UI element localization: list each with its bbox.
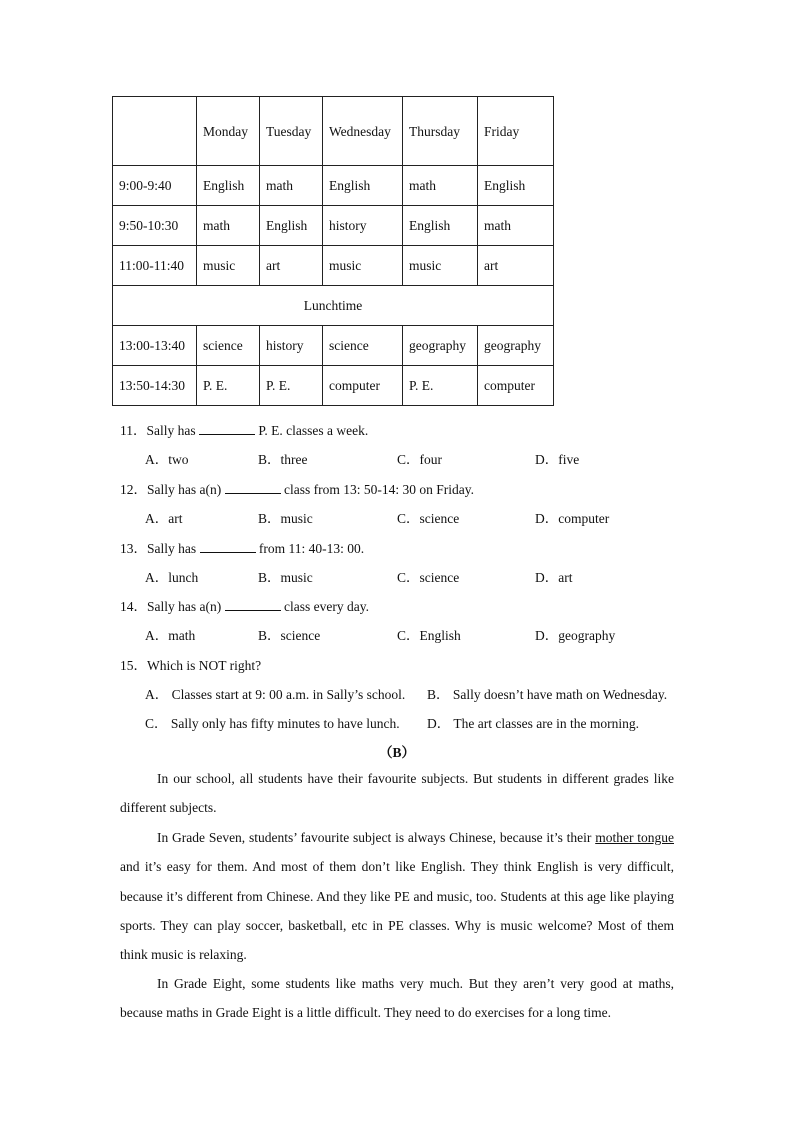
passage-paragraph-3: In Grade Eight, some students like maths very much. But they aren’t very good at maths, because maths in Grade Eight is a little difficult. They need to do exercises for a long time. (120, 976, 674, 1021)
option-d: D． The art classes are in the morning. (427, 716, 639, 731)
class-cell: art (478, 246, 554, 286)
passage-text: In Grade Seven, students’ favourite subject is always Chinese, because it’s their (157, 830, 596, 845)
class-cell: music (403, 246, 478, 286)
question-stem: class every day. (280, 599, 369, 614)
day-header: Monday (197, 97, 260, 166)
day-header: Friday (478, 97, 554, 166)
class-cell: P. E. (403, 366, 478, 406)
option-b: B． Sally doesn’t have math on Wednesday. (427, 687, 668, 702)
option-a: A．art (145, 511, 183, 526)
lunch-cell: Lunchtime (113, 286, 554, 326)
question-15: 15．Which is NOT right? (120, 658, 262, 673)
day-header: Thursday (403, 97, 478, 166)
class-cell: math (197, 206, 260, 246)
question-stem: 11．Sally has (120, 423, 199, 438)
option-c: C．English (397, 628, 461, 643)
option-b: B．music (258, 511, 313, 526)
question-stem: 12．Sally has a(n) (120, 482, 225, 497)
option-d: D．art (535, 570, 573, 585)
timetable-header-row (113, 97, 554, 166)
time-cell: 11:00-11:40 (113, 246, 197, 286)
option-a: A．math (145, 628, 196, 643)
time-cell: 13:50-14:30 (113, 366, 197, 406)
class-cell: English (478, 166, 554, 206)
question-11 (120, 419, 368, 439)
time-cell: 9:00-9:40 (113, 166, 197, 206)
underlined-phrase: mother tongue (595, 830, 674, 845)
question-stem: class from 13: 50-14: 30 on Friday. (280, 482, 474, 497)
timetable-row (113, 246, 554, 286)
option-c: C．science (397, 511, 460, 526)
option-b: B．music (258, 570, 313, 585)
class-cell: music (323, 246, 403, 286)
time-cell: 9:50-10:30 (113, 206, 197, 246)
timetable-lunch-row (113, 286, 554, 326)
day-header: Wednesday (323, 97, 403, 166)
question-stem: 13．Sally has (120, 541, 200, 556)
timetable-row (113, 166, 554, 206)
class-cell: history (260, 326, 323, 366)
class-cell: history (323, 206, 403, 246)
question-14 (120, 595, 369, 615)
option-d: D．geography (535, 628, 616, 643)
option-c: C．science (397, 570, 460, 585)
timetable-row (113, 326, 554, 366)
option-a: A．lunch (145, 570, 199, 585)
question-stem: from 11: 40-13: 00. (255, 541, 365, 556)
class-cell: geography (403, 326, 478, 366)
day-header: Tuesday (260, 97, 323, 166)
class-cell: P. E. (197, 366, 260, 406)
option-d: D．computer (535, 511, 610, 526)
class-cell: P. E. (260, 366, 323, 406)
class-cell: geography (478, 326, 554, 366)
section-heading: （B） (378, 745, 415, 760)
timetable-row (113, 366, 554, 406)
class-cell: music (197, 246, 260, 286)
option-b: B．three (258, 452, 308, 467)
class-cell: computer (323, 366, 403, 406)
passage-paragraph-1: In our school, all students have their favourite subjects. But students in different grades like different subjects. (120, 771, 674, 816)
class-cell: English (403, 206, 478, 246)
class-cell: science (323, 326, 403, 366)
option-c: C． Sally only has fifty minutes to have lunch. (145, 716, 400, 731)
class-cell: math (478, 206, 554, 246)
passage-text: and it’s easy for them. And most of them don’t like English. They think English is very difficult, because it’s different from Chinese. And they like PE and music, too. Students at this age like playing sports. They can play soccer, basketball, etc in PE classes. Why is music welcome? Most of them think music is relaxing. (120, 859, 674, 963)
question-12 (120, 478, 474, 498)
question-13 (120, 537, 364, 557)
option-a: A．two (145, 452, 189, 467)
question-stem: 14．Sally has a(n) (120, 599, 225, 614)
option-c: C．four (397, 452, 442, 467)
time-cell: 13:00-13:40 (113, 326, 197, 366)
class-cell: computer (478, 366, 554, 406)
class-cell: science (197, 326, 260, 366)
class-cell: art (260, 246, 323, 286)
answer-blank (199, 422, 255, 435)
timetable-row (113, 206, 554, 246)
option-d: D．five (535, 452, 580, 467)
timetable-corner-cell (113, 97, 197, 166)
answer-blank (225, 598, 281, 611)
option-b: B．science (258, 628, 321, 643)
question-stem: P. E. classes a week. (255, 423, 369, 438)
option-a: A． Classes start at 9: 00 a.m. in Sally’s school. (145, 687, 406, 702)
class-cell: English (323, 166, 403, 206)
class-cell: English (197, 166, 260, 206)
timetable (112, 96, 554, 406)
answer-blank (225, 481, 281, 494)
passage-paragraph-2 (120, 823, 674, 969)
class-cell: English (260, 206, 323, 246)
class-cell: math (403, 166, 478, 206)
class-cell: math (260, 166, 323, 206)
answer-blank (200, 540, 256, 553)
